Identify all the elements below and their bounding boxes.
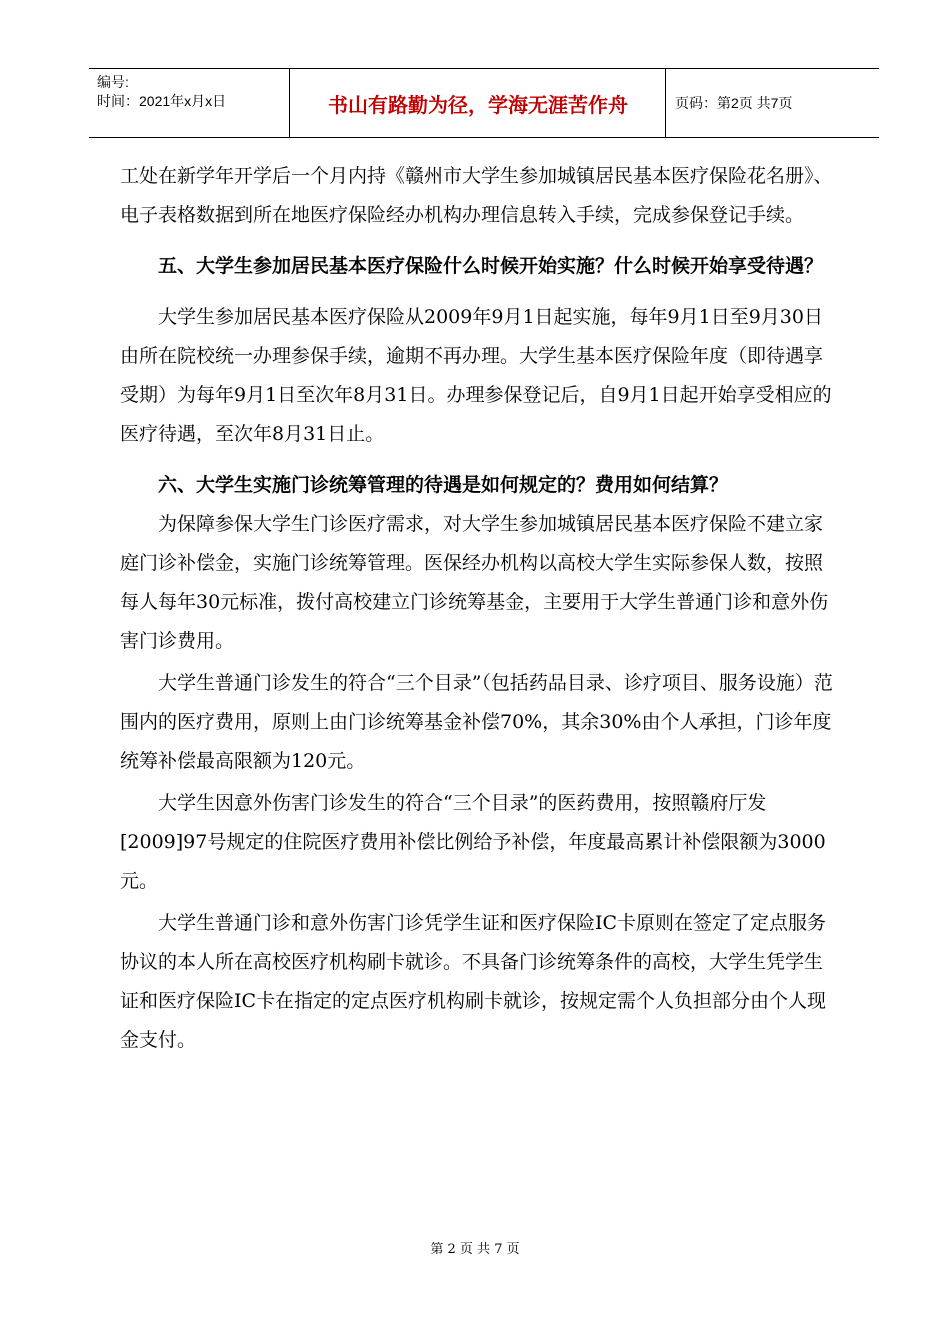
paragraph: 为保障参保大学生门诊医疗需求，对大学生参加城镇居民基本医疗保险不建立家庭门诊补偿金，实施门诊统筹管理。医保经办机构以高校大学生实际参保人数，按照每人每年30元标准，拨付高校建立门诊统筹基金，主要用于大学生普通门诊和意外伤害门诊费用。 — [120, 513, 829, 652]
header-divider — [665, 69, 666, 137]
paragraph: 工处在新学年开学后一个月内持《赣州市大学生参加城镇居民基本医疗保险花名册》、电子表格数据到所在地医疗保险经办机构办理信息转入手续，完成参保登记手续。 — [120, 165, 833, 226]
section-heading-5: 五、大学生参加居民基本医疗保险什么时候开始实施？什么时候开始享受待遇？ — [158, 255, 824, 277]
document-header — [89, 68, 879, 138]
header-divider — [289, 69, 290, 137]
header-motto: 书山有路勤为径，学海无涯苦作舟 — [328, 92, 628, 117]
time-label: 时间：2021年x月x日 — [97, 93, 227, 109]
page-footer: 第 2 页 共 7 页 — [430, 1242, 520, 1257]
document-body — [120, 157, 840, 1060]
paragraph: 大学生因意外伤害门诊发生的符合“三个目录”的医药费用，按照赣府厅发[2009]97号规定的住院医疗费用补偿比例给予补偿，年度最高累计补偿限额为3000元。 — [120, 792, 826, 892]
paragraph: 大学生普通门诊和意外伤害门诊凭学生证和医疗保险IC卡原则在签定了定点服务协议的本人所在高校医疗机构刷卡就诊。不具备门诊统筹条件的高校，大学生凭学生证和医疗保险IC卡在指定的定点医疗机构刷卡就诊，按规定需个人负担部分由个人现金支付。 — [120, 912, 827, 1051]
header-meta — [97, 73, 226, 111]
paragraph: 大学生普通门诊发生的符合“三个目录”（包括药品目录、诊疗项目、服务设施）范围内的医疗费用，原则上由门诊统筹基金补偿70%，其余30%由个人承担，门诊年度统筹补偿最高限额为120元。 — [120, 672, 833, 772]
paragraph: 大学生参加居民基本医疗保险从2009年9月1日起实施，每年9月1日至9月30日由所在院校统一办理参保手续，逾期不再办理。大学生基本医疗保险年度（即待遇享受期）为每年9月1日至次年8月31日。办理参保登记后，自9月1日起开始享受相应的医疗待遇，至次年8月31日止。 — [120, 306, 832, 445]
number-label: 编号: — [97, 74, 129, 90]
section-heading-6: 六、大学生实施门诊统筹管理的待遇是如何规定的？费用如何结算？ — [158, 474, 729, 496]
header-page-label: 页码：第2页 共7页 — [675, 95, 793, 111]
